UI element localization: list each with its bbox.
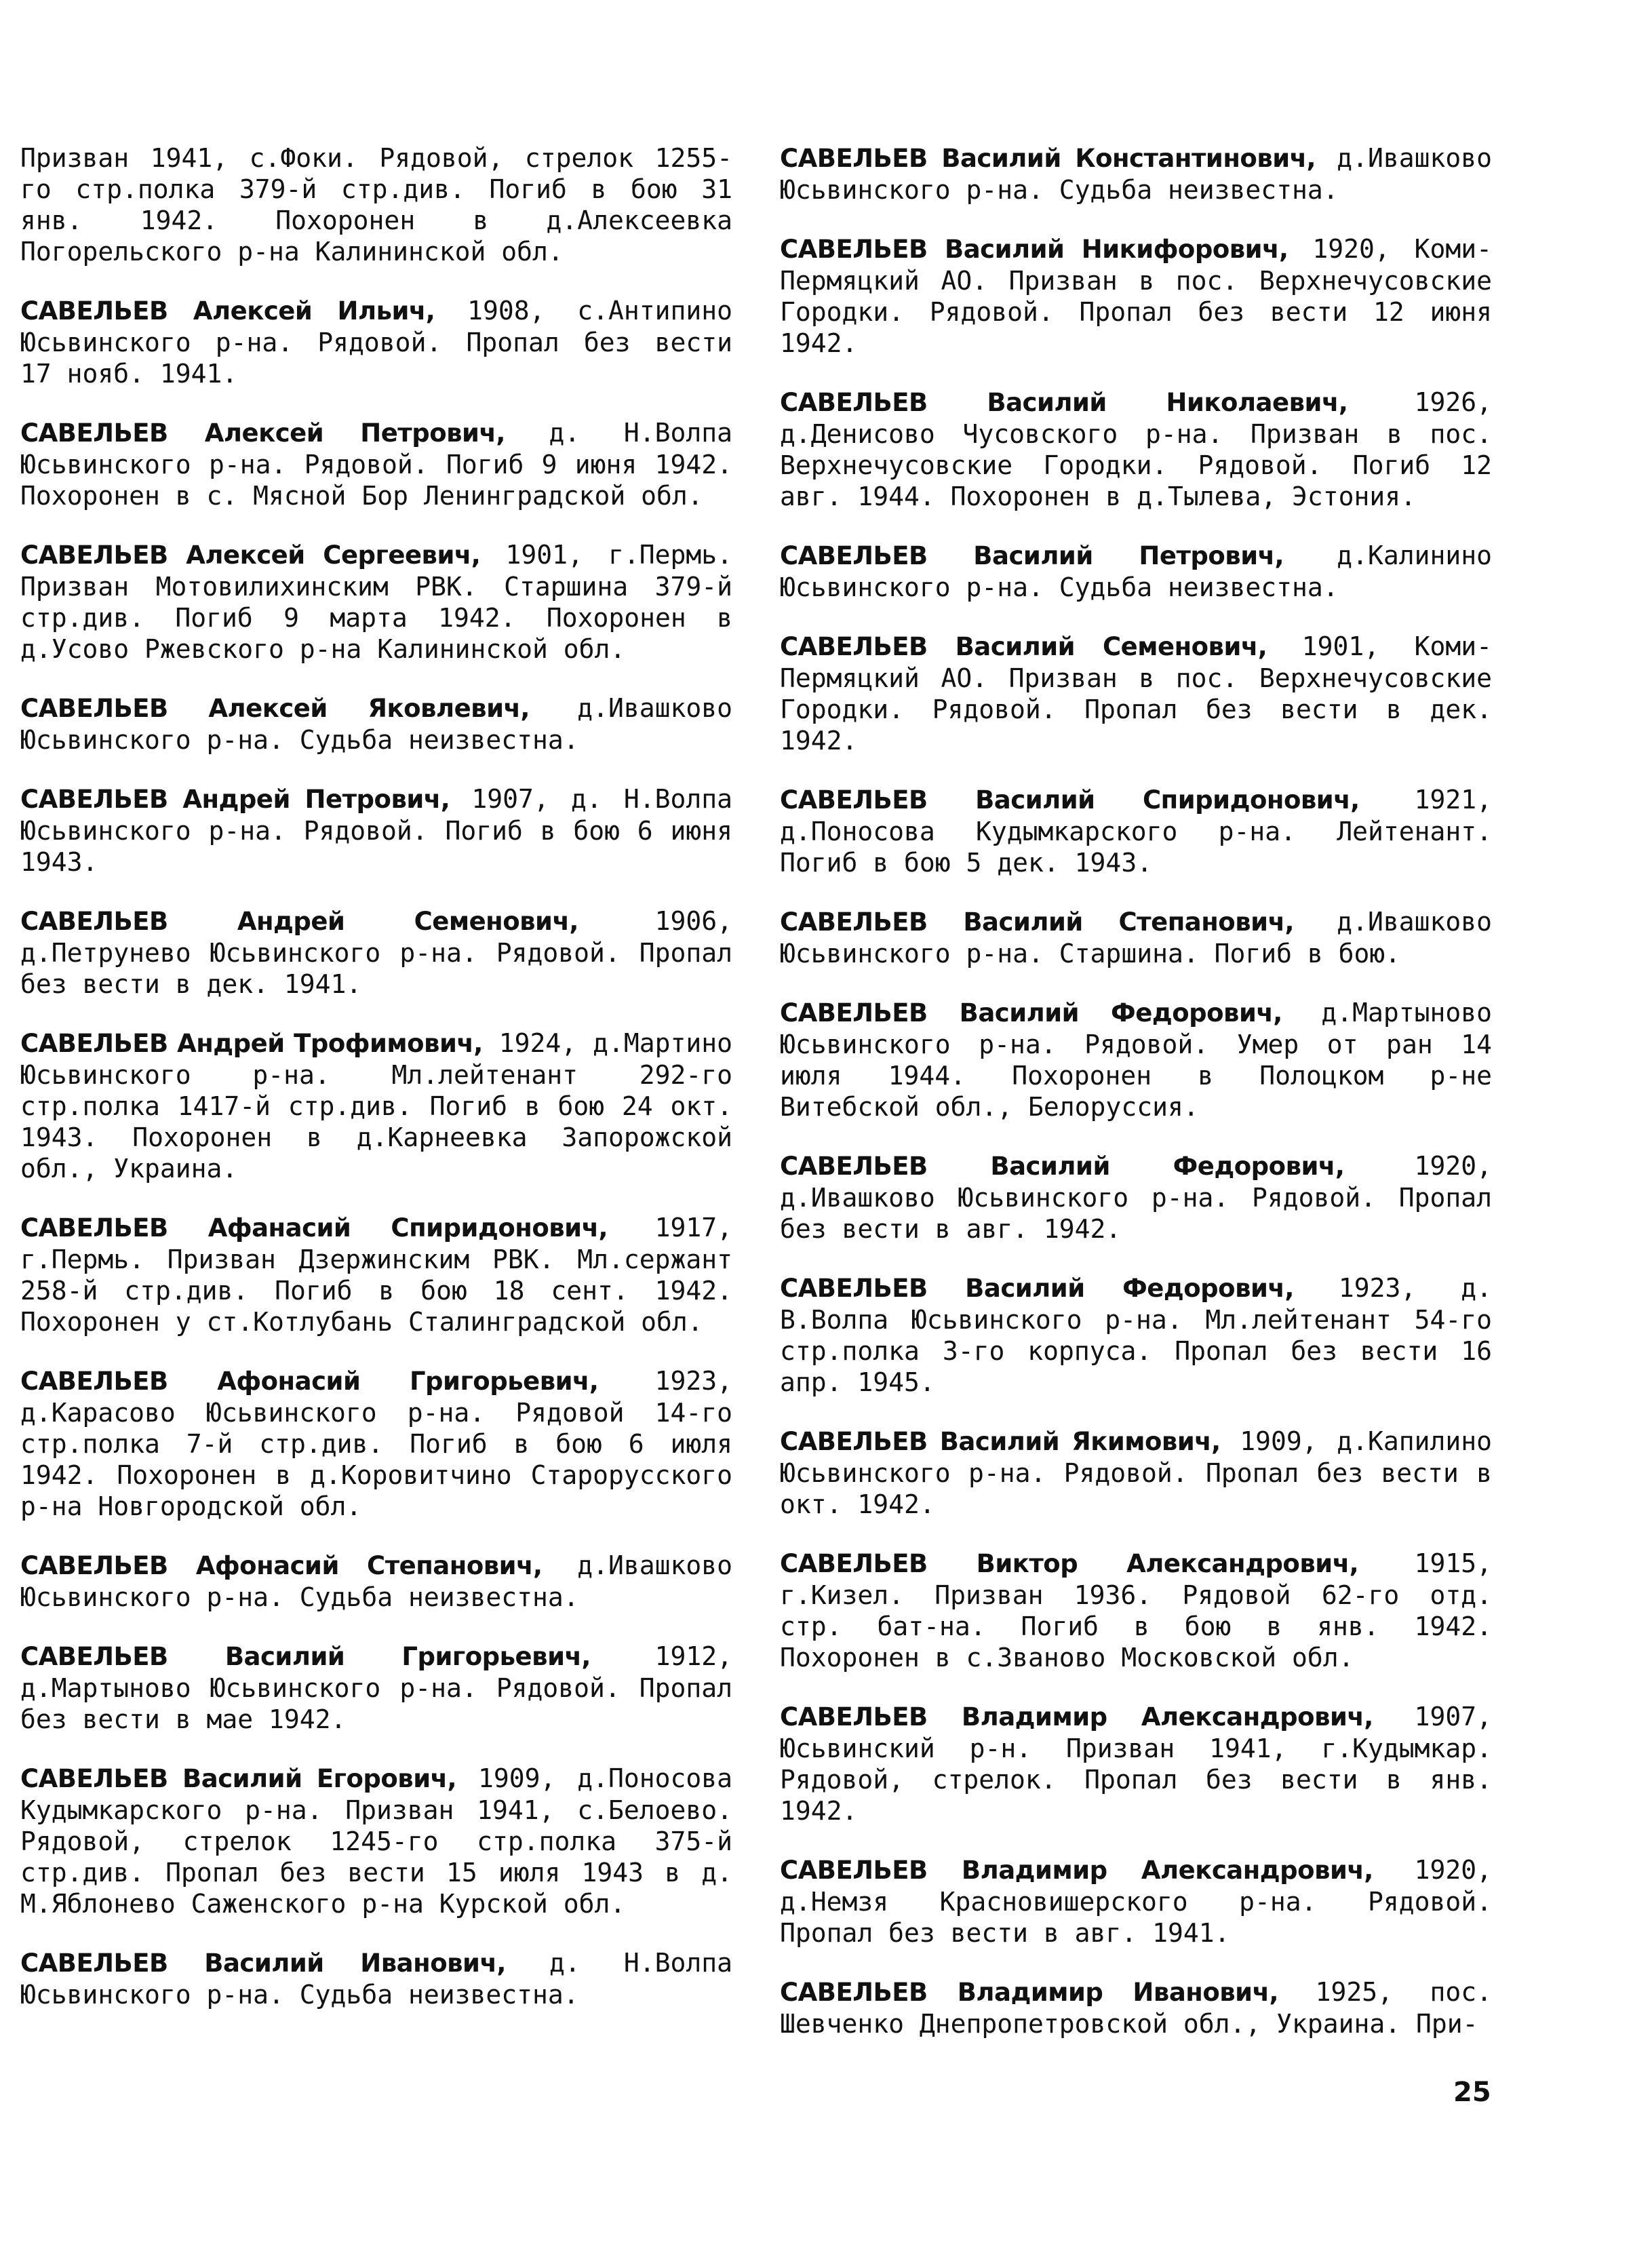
entry-name: САВЕЛЬЕВ Василий Иванович,: [20, 1949, 506, 1978]
biography-entry: [20, 1947, 732, 2010]
entry-text: д.Калинино Юсьвинского р-на. Судьба неизвестна.: [780, 541, 1492, 602]
entry-text: д.Ивашково Юсьвинского р-на. Старшина. Погиб в бою.: [780, 907, 1492, 969]
entry-text: д.Ивашково Юсьвинского р-на. Судьба неизвестна.: [20, 693, 732, 755]
entry-name: САВЕЛЬЕВ Василий Степанович,: [780, 907, 1295, 937]
biography-entry: [20, 905, 732, 1000]
biography-entry: [780, 1854, 1492, 1949]
entry-name: САВЕЛЬЕВ Алексей Ильич,: [20, 296, 435, 326]
biography-entry: [780, 540, 1492, 603]
entry-text: д.Мартыново Юсьвинского р-на. Рядовой. Умер от ран 14 июля 1944. Похоронен в Полоцком р-не Витебской обл., Белоруссия.: [780, 998, 1492, 1122]
entry-text: 1909, д.Поносова Кудымкарского р-на. Призван 1941, с.Белоево. Рядовой, стрелок 1245-го стр.полка 375-й стр.див. Пропал без вести 15 июля 1943 в д. М.Яблонево Саженского р-на Курской обл.: [20, 1763, 732, 1919]
entry-name: САВЕЛЬЕВ Василий Якимович,: [780, 1427, 1221, 1456]
biography-entry: [20, 1550, 732, 1613]
biography-entry: [20, 1365, 732, 1522]
biography-entry: [20, 1028, 732, 1184]
biography-entry: [780, 784, 1492, 878]
entry-name: САВЕЛЬЕВ Андрей Семенович,: [20, 907, 578, 936]
entry-name: САВЕЛЬЕВ Владимир Александрович,: [780, 1856, 1373, 1885]
page-number: 25: [1453, 2077, 1491, 2108]
entry-name: САВЕЛЬЕВ Василий Петрович,: [780, 541, 1284, 570]
entry-text: 1915, г.Кизел. Призван 1936. Рядовой 62-го отд. стр. бат-на. Погиб в бою в янв. 1942. Похоронен в с.Званово Московской обл.: [780, 1548, 1492, 1673]
entry-text: 1906, д.Петрунево Юсьвинского р-на. Рядовой. Пропал без вести в дек. 1941.: [20, 906, 732, 999]
entry-name: САВЕЛЬЕВ Алексей Сергеевич,: [20, 541, 481, 570]
biography-entry: [780, 631, 1492, 756]
entry-name: САВЕЛЬЕВ Василий Николаевич,: [780, 388, 1348, 417]
entry-text: 1908, с.Антипино Юсьвинского р-на. Рядовой. Пропал без вести 17 нояб. 1941.: [20, 296, 732, 389]
biography-entry: [780, 142, 1492, 206]
biography-entry: [20, 142, 732, 267]
entry-text: 1925, пос. Шевченко Днепропетровской обл., Украина. При-: [780, 1977, 1492, 2039]
entry-name: САВЕЛЬЕВ Василий Спиридонович,: [780, 785, 1360, 815]
biography-entry: [780, 1548, 1492, 1673]
entry-name: САВЕЛЬЕВ Владимир Иванович,: [780, 1978, 1279, 2007]
entry-name: САВЕЛЬЕВ Андрей Трофимович,: [20, 1029, 483, 1058]
entry-text: 1920, д.Ивашково Юсьвинского р-на. Рядовой. Пропал без вести в авг. 1942.: [780, 1151, 1492, 1244]
biography-entry: [780, 1701, 1492, 1826]
entry-name: САВЕЛЬЕВ Василий Федорович,: [780, 1152, 1345, 1181]
entry-name: САВЕЛЬЕВ Василий Никифорович,: [780, 235, 1288, 264]
entry-text: 1920, д.Немзя Красновишерского р-на. Рядовой. Пропал без вести в авг. 1941.: [780, 1855, 1492, 1948]
entry-name: САВЕЛЬЕВ Василий Григорьевич,: [20, 1642, 591, 1671]
entry-name: САВЕЛЬЕВ Алексей Петрович,: [20, 418, 505, 448]
entry-name: САВЕЛЬЕВ Виктор Александрович,: [780, 1549, 1359, 1578]
entry-text: 1907, д. Н.Волпа Юсьвинского р-на. Рядовой. Погиб в бою 6 июня 1943.: [20, 784, 732, 877]
entry-name: САВЕЛЬЕВ Василий Константинович,: [780, 144, 1316, 173]
entry-name: САВЕЛЬЕВ Афонасий Степанович,: [20, 1551, 543, 1580]
biography-entry: [20, 1641, 732, 1735]
entry-name: САВЕЛЬЕВ Афанасий Спиридонович,: [20, 1213, 608, 1243]
entry-text: д.Ивашково Юсьвинского р-на. Судьба неизвестна.: [20, 1550, 732, 1612]
biography-entry: [780, 233, 1492, 359]
entry-name: САВЕЛЬЕВ Василий Федорович,: [780, 1274, 1294, 1303]
entry-text: 1920, Коми-Пермяцкий АО. Призван в пос. Верхнечусовские Городки. Рядовой. Пропал без вести 12 июня 1942.: [780, 234, 1492, 358]
entry-name: САВЕЛЬЕВ Андрей Петрович,: [20, 785, 450, 814]
entry-text: 1901, Коми-Пермяцкий АО. Призван в пос. Верхнечусовские Городки. Рядовой. Пропал без вести в дек. 1942.: [780, 631, 1492, 756]
entry-text: Призван 1941, с.Фоки. Рядовой, стрелок 1255-го стр.полка 379-й стр.див. Погиб в бою 31 янв. 1942. Похоронен в д.Алексеевка Погорельского р-на Калининской обл.: [20, 143, 732, 267]
biography-entry: [780, 1150, 1492, 1245]
entry-text: д.Ивашково Юсьвинского р-на. Судьба неизвестна.: [780, 143, 1492, 205]
left-column: [20, 142, 732, 2038]
biography-entry: [20, 295, 732, 389]
entry-name: САВЕЛЬЕВ Владимир Александрович,: [780, 1702, 1373, 1732]
entry-text: 1924, д.Мартино Юсьвинского р-на. Мл.лейтенант 292-го стр.полка 1417-й стр.див. Погиб в бою 24 окт. 1943. Похоронен в д.Карнеевка Запорожской обл., Украина.: [20, 1028, 732, 1184]
biography-entry: [780, 387, 1492, 512]
biography-entry: [20, 692, 732, 756]
entry-text: 1923, д. В.Волпа Юсьвинского р-на. Мл.лейтенант 54-го стр.полка 3-го корпуса. Пропал без вести 16 апр. 1945.: [780, 1273, 1492, 1397]
entry-text: 1912, д.Мартыново Юсьвинского р-на. Рядовой. Пропал без вести в мае 1942.: [20, 1641, 732, 1734]
entry-text: 1926, д.Денисово Чусовского р-на. Призван в пос. Верхнечусовские Городки. Рядовой. Погиб 12 авг. 1944. Похоронен в д.Тылева, Эстония.: [780, 387, 1492, 511]
biography-entry: [780, 906, 1492, 969]
biography-entry: [780, 1976, 1492, 2039]
biography-entry: [780, 1272, 1492, 1398]
biography-entry: [20, 417, 732, 511]
biography-entry: [780, 997, 1492, 1122]
entry-text: 1909, д.Капилино Юсьвинского р-на. Рядовой. Пропал без вести в окт. 1942.: [780, 1426, 1492, 1519]
entry-text: 1921, д.Поносова Кудымкарского р-на. Лейтенант. Погиб в бою 5 дек. 1943.: [780, 785, 1492, 878]
biography-entry: [780, 1426, 1492, 1520]
entry-name: САВЕЛЬЕВ Алексей Яковлевич,: [20, 694, 530, 723]
entry-name: САВЕЛЬЕВ Василий Егорович,: [20, 1764, 457, 1793]
entry-text: 1907, Юсьвинский р-н. Призван 1941, г.Кудымкар. Рядовой, стрелок. Пропал без вести в янв. 1942.: [780, 1702, 1492, 1826]
entry-text: 1901, г.Пермь. Призван Мотовилихинским РВК. Старшина 379-й стр.див. Погиб 9 марта 1942. Похоронен в д.Усово Ржевского р-на Калининской обл.: [20, 540, 732, 664]
entry-text: д. Н.Волпа Юсьвинского р-на. Рядовой. Погиб 9 июня 1942. Похоронен в с. Мясной Бор Ленинградской обл.: [20, 418, 732, 511]
biography-entry: [20, 1763, 732, 1919]
right-column: [780, 142, 1492, 2067]
entry-text: д. Н.Волпа Юсьвинского р-на. Судьба неизвестна.: [20, 1948, 732, 2010]
entry-name: САВЕЛЬЕВ Афонасий Григорьевич,: [20, 1367, 599, 1396]
biography-entry: [20, 783, 732, 878]
biography-entry: [20, 1212, 732, 1337]
entry-text: 1923, д.Карасово Юсьвинского р-на. Рядовой 14-го стр.полка 7-й стр.див. Погиб в бою 6 июля 1942. Похоронен в д.Коровитчино Старорусского р-на Новгородской обл.: [20, 1366, 732, 1521]
biography-entry: [20, 539, 732, 665]
entry-name: САВЕЛЬЕВ Василий Федорович,: [780, 998, 1282, 1028]
entry-name: САВЕЛЬЕВ Василий Семенович,: [780, 632, 1267, 661]
entry-text: 1917, г.Пермь. Призван Дзержинским РВК. Мл.сержант 258-й стр.див. Погиб в бою 18 сент. 1942. Похоронен у ст.Котлубань Сталинградской обл.: [20, 1213, 732, 1337]
